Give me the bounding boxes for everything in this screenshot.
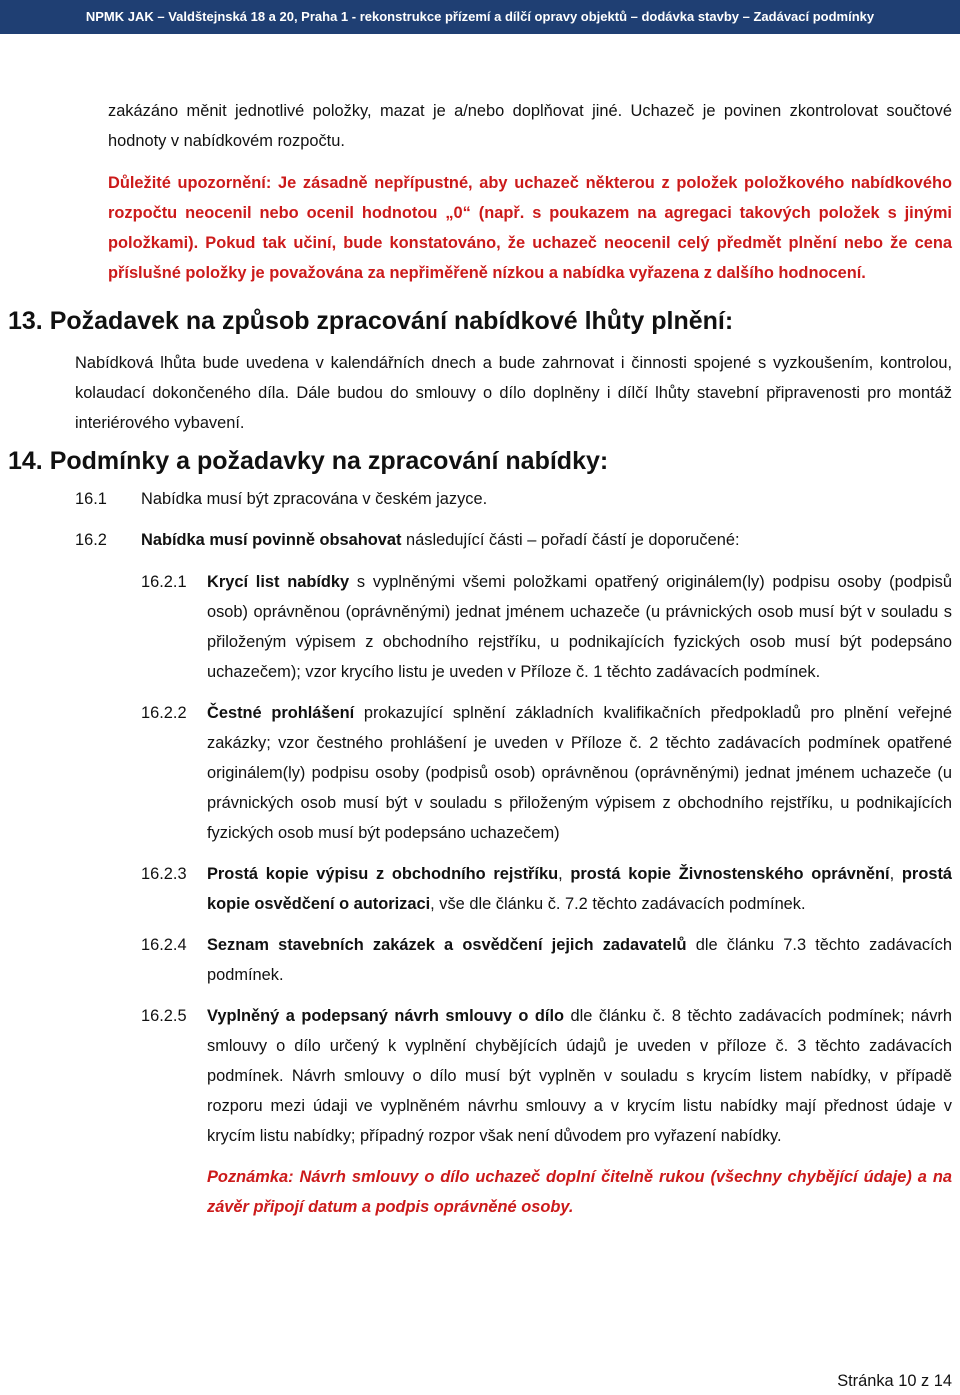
item-text: [207, 567, 952, 687]
item-rest: následující části – pořadí částí je doporučené:: [401, 531, 740, 549]
section-14-heading: 14. Podmínky a požadavky na zpracování nabídky:: [8, 447, 609, 475]
important-warning: [108, 168, 952, 288]
warning-bold: Pokud tak učiní, bude konstatováno, že uchazeč neocenil celý předmět plnění nebo že cena příslušné položky je považována za nepřiměřeně nízkou a nabídka vyřazena z dalšího hodnocení.: [108, 234, 952, 282]
item-text: Nabídka musí být zpracována v českém jazyce.: [141, 490, 488, 508]
item-16-2-2: [141, 698, 952, 848]
page-header: NPMK JAK – Valdštejnská 18 a 20, Praha 1 - rekonstrukce přízemí a dílčí opravy objektů – dodávka stavby – Zadávací podmínky: [0, 0, 960, 34]
page-number: Stránka 10 z 14: [837, 1372, 952, 1390]
warning-lead: Důležité upozornění: Je zásadně nepřípustné, aby uchazeč některou z položek položkového nabídkového rozpočtu neocenil nebo ocenil hodnotou „0“ (např. s poukazem na agregaci takových položek s jinými položkami).: [108, 174, 952, 252]
note: Poznámka: Návrh smlouvy o dílo uchazeč doplní čitelně rukou (všechny chybějící údaje) a na závěr připojí datum a podpis oprávněné osoby.: [207, 1168, 952, 1216]
paragraph-budget: zakázáno měnit jednotlivé položky, mazat je a/nebo doplňovat jiné. Uchazeč je povinen zkontrolovat součtové hodnoty v nabídkovém rozpočtu.: [108, 102, 952, 150]
item-16-2-3: [141, 859, 952, 919]
item-text: [207, 859, 952, 919]
item-bold: Vyplněný a podepsaný návrh smlouvy o dílo: [207, 1007, 565, 1025]
item-bold-3: prostá kopie osvědčení o autorizaci: [207, 865, 953, 913]
item-bold: Čestné prohlášení: [207, 704, 355, 722]
item-text: [207, 698, 952, 848]
item-number: 16.1: [75, 490, 107, 508]
document-body: [8, 96, 953, 1222]
item-16-2-4: [141, 930, 952, 990]
item-rest: dle článku č. 8 těchto zadávacích podmínek; návrh smlouvy o dílo určený k vyplnění chybějících údajů je uveden v příloze č. 3 těchto zadávacích podmínek. Návrh smlouvy o dílo musí být vyplněn v souladu s krycím listem nabídky, v případě rozporu mezi údaji ve vyplněném návrhu smlouvy a v krycím listu nabídky mají přednost údaje v krycím listu nabídky; případný rozpor však není důvodem pro vyřazení nabídky.: [207, 1007, 953, 1145]
section-13-text: Nabídková lhůta bude uvedena v kalendářních dnech a bude zahrnovat i činnosti spojené s vyzkoušením, kontrolou, kolaudací dokončeného díla. Dále budou do smlouvy o dílo doplněny i dílčí lhůty stavební připravenosti pro montáž interiérového vybavení.: [75, 354, 952, 432]
item-16-2-5: [141, 1001, 952, 1151]
item-16-1: [75, 484, 952, 514]
item-sep-2: ,: [889, 865, 902, 883]
item-number: 16.2.5: [141, 1007, 187, 1025]
item-rest: dle článku 7.3 těchto zadávacích podmínek.: [207, 936, 952, 984]
item-rest: s vyplněnými všemi položkami opatřený originálem(ly) podpisu osoby (podpisů osob) oprávněnou (oprávněnými) jednat jménem uchazeče (u právnických osob musí být v souladu s přiloženým výpisem z obchodního rejstříku, u podnikajících fyzických osob musí být podepsáno uchazečem); vzor krycího listu je uveden v Příloze č. 1 těchto zadávacích podmínek.: [207, 573, 952, 681]
item-number: 16.2.4: [141, 936, 187, 954]
item-16-2-1: [141, 567, 952, 687]
item-text: [141, 525, 740, 555]
item-number: 16.2: [75, 531, 107, 549]
item-text: [207, 1001, 952, 1151]
item-rest: , vše dle článku č. 7.2 těchto zadávacích podmínek.: [430, 895, 806, 913]
item-number: 16.2.3: [141, 865, 187, 883]
item-bold: Krycí list nabídky: [207, 573, 350, 591]
item-bold-1: Prostá kopie výpisu z obchodního rejstříku: [207, 865, 559, 883]
section-13-heading: 13. Požadavek na způsob zpracování nabídkové lhůty plnění:: [8, 307, 734, 335]
item-rest: prokazující splnění základních kvalifikačních předpokladů pro plnění veřejné zakázky; vzor čestného prohlášení je uveden v Příloze č. 2 těchto zadávacích podmínek opatřené originálem(ly) podpisu osoby (podpisů osob) oprávněnou (oprávněnými) jednat jménem uchazeče (u právnických osob musí být v souladu s přiloženým výpisem z obchodního rejstříku, u podnikajících fyzických osob musí být podepsáno uchazečem): [207, 704, 953, 842]
item-bold-2: prostá kopie Živnostenského oprávnění: [570, 865, 890, 883]
item-bold: Nabídka musí povinně obsahovat: [141, 531, 402, 549]
item-number: 16.2.1: [141, 573, 187, 591]
item-text: [207, 930, 952, 990]
item-sep-1: ,: [558, 865, 571, 883]
item-bold: Seznam stavebních zakázek a osvědčení jejich zadavatelů: [207, 936, 687, 954]
item-16-2: [75, 525, 952, 555]
item-number: 16.2.2: [141, 704, 187, 722]
